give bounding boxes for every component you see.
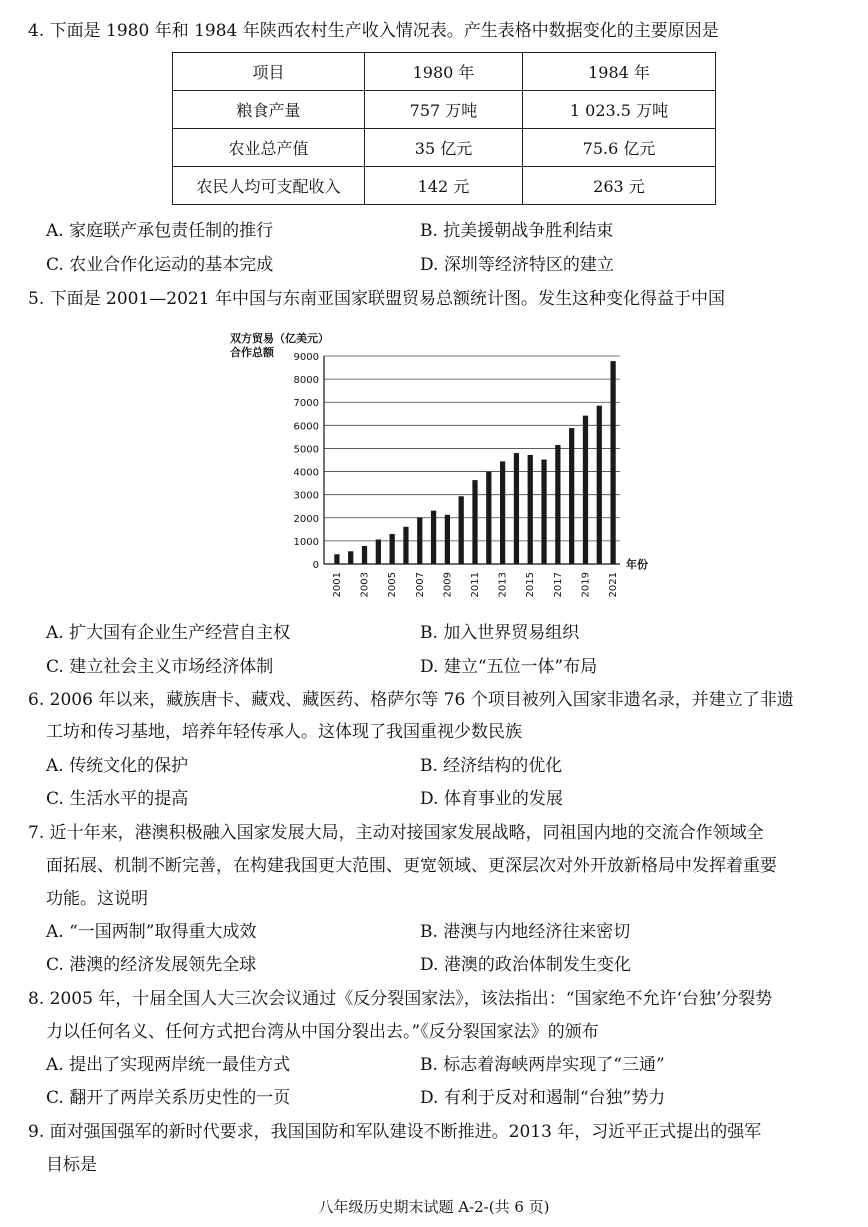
- q8-option-a[interactable]: A. 提出了实现两岸统一最佳方式: [46, 1055, 291, 1075]
- table-cell: 农业总产值: [173, 129, 365, 167]
- x-tick-label: 2013: [497, 572, 509, 598]
- x-tick-label: 2005: [387, 572, 399, 598]
- y-tick-label: 3000: [293, 490, 319, 502]
- q7-option-d[interactable]: D. 港澳的政治体制发生变化: [420, 955, 631, 975]
- bar-2018: [569, 428, 574, 564]
- x-tick-label: 2011: [470, 572, 481, 598]
- bar-2003: [362, 546, 367, 564]
- bar-2013: [500, 461, 505, 564]
- bar-2004: [376, 540, 381, 564]
- table-cell: 1 023.5 万吨: [523, 91, 716, 129]
- x-tick-label: 2001: [331, 572, 343, 598]
- trade-bar-chart: [228, 330, 668, 610]
- bar-2021: [610, 361, 615, 564]
- bar-2001: [334, 554, 339, 564]
- bar-2012: [486, 472, 491, 564]
- bar-2002: [348, 551, 353, 564]
- y-tick-label: 8000: [293, 375, 319, 387]
- bar-2020: [597, 406, 602, 564]
- y-tick-label: 0: [312, 560, 319, 571]
- q7-line-2: 面拓展、机制不断完善，在构建我国更大范围、更宽领域、更深层次对外开放新格局中发挥着重要: [46, 856, 777, 876]
- q7-line-3: 功能。这说明: [46, 889, 148, 909]
- q8-line-2: 力以任何名义、任何方式把台湾从中国分裂出去。”《反分裂国家法》的颁布: [46, 1022, 599, 1042]
- bar-2016: [541, 460, 546, 564]
- y-axis-title-line1: 双方贸易（亿美元）: [230, 332, 329, 345]
- bar-2019: [583, 416, 588, 564]
- q4-option-b[interactable]: B. 抗美援朝战争胜利结束: [420, 221, 614, 241]
- bar-2017: [555, 445, 560, 564]
- table-cell: 75.6 亿元: [523, 129, 716, 167]
- q8-option-b[interactable]: B. 标志着海峡两岸实现了“三通”: [420, 1055, 665, 1075]
- q6-option-a[interactable]: A. 传统文化的保护: [46, 756, 189, 776]
- q4-table: [172, 52, 716, 205]
- table-cell: 757 万吨: [365, 91, 523, 129]
- q9-line-1: 9. 面对强国强军的新时代要求，我国国防和军队建设不断推进。2013 年，习近平正式提出的强军: [28, 1122, 762, 1142]
- table-header-cell: 1984 年: [523, 53, 716, 91]
- bar-2008: [431, 511, 436, 564]
- q7-option-c[interactable]: C. 港澳的经济发展领先全球: [46, 955, 257, 975]
- table-cell: 粮食产量: [173, 91, 365, 129]
- table-cell: 263 元: [523, 167, 716, 205]
- table-row: [173, 129, 716, 167]
- q8-line-1: 8. 2005 年，十届全国人大三次会议通过《反分裂国家法》，该法指出：“国家绝不允许‘台独’分裂势: [28, 989, 773, 1009]
- table-cell: 农民人均可支配收入: [173, 167, 365, 205]
- y-tick-label: 9000: [293, 352, 319, 363]
- q7-option-b[interactable]: B. 港澳与内地经济往来密切: [420, 922, 631, 942]
- q4-option-c[interactable]: C. 农业合作化运动的基本完成: [46, 255, 274, 275]
- x-tick-label: 2019: [580, 572, 592, 598]
- y-tick-label: 1000: [293, 536, 319, 548]
- q8-option-c[interactable]: C. 翻开了两岸关系历史性的一页: [46, 1088, 291, 1108]
- x-tick-label: 2017: [552, 572, 564, 598]
- y-tick-label: 2000: [293, 513, 319, 525]
- y-tick-label: 5000: [293, 444, 319, 456]
- q5-option-d[interactable]: D. 建立“五位一体”布局: [420, 657, 598, 677]
- table-header-cell: 项目: [173, 53, 365, 91]
- q5-option-a[interactable]: A. 扩大国有企业生产经营自主权: [46, 623, 291, 643]
- bar-2006: [403, 527, 408, 564]
- q8-option-d[interactable]: D. 有利于反对和遏制“台独”势力: [420, 1088, 666, 1108]
- y-tick-label: 6000: [293, 421, 319, 433]
- x-tick-label: 2007: [414, 572, 426, 598]
- q5-stem: 5. 下面是 2001—2021 年中国与东南亚国家联盟贸易总额统计图。发生这种变化得益于中国: [28, 289, 725, 309]
- y-tick-label: 4000: [293, 467, 319, 479]
- q7-option-a[interactable]: A. “一国两制”取得重大成效: [46, 922, 257, 942]
- q6-option-c[interactable]: C. 生活水平的提高: [46, 789, 189, 809]
- table-row: [173, 91, 716, 129]
- x-tick-label: 2021: [608, 572, 620, 598]
- q4-option-d[interactable]: D. 深圳等经济特区的建立: [420, 255, 614, 275]
- q5-option-c[interactable]: C. 建立社会主义市场经济体制: [46, 657, 274, 677]
- x-tick-label: 2003: [359, 572, 371, 598]
- bar-2005: [390, 534, 395, 564]
- y-axis-title-line2: 合作总额: [230, 346, 274, 359]
- table-cell: 35 亿元: [365, 129, 523, 167]
- bar-2007: [417, 517, 422, 564]
- q6-line-1: 6. 2006 年以来，藏族唐卡、藏戏、藏医药、格萨尔等 76 个项目被列入国家非遗名录，并建立了非遗: [28, 690, 794, 710]
- bar-2009: [445, 515, 450, 564]
- x-tick-label: 2015: [525, 572, 537, 598]
- q6-option-b[interactable]: B. 经济结构的优化: [420, 756, 563, 776]
- table-header-cell: 1980 年: [365, 53, 523, 91]
- bar-2011: [472, 480, 477, 564]
- q4-stem: 4. 下面是 1980 年和 1984 年陕西农村生产收入情况表。产生表格中数据变化的主要原因是: [28, 21, 719, 41]
- q4-option-a[interactable]: A. 家庭联产承包责任制的推行: [46, 221, 274, 241]
- q5-option-b[interactable]: B. 加入世界贸易组织: [420, 623, 580, 643]
- q9-line-2: 目标是: [46, 1155, 97, 1175]
- y-tick-label: 7000: [293, 398, 319, 410]
- q6-line-2: 工坊和传习基地，培养年轻传承人。这体现了我国重视少数民族: [46, 722, 522, 742]
- x-tick-label: 2009: [442, 572, 454, 598]
- page-footer: 八年级历史期末试题 A-2-(共 6 页): [318, 1198, 550, 1216]
- table-cell: 142 元: [365, 167, 523, 205]
- table-row: [173, 167, 716, 205]
- bar-2010: [459, 496, 464, 564]
- q6-option-d[interactable]: D. 体育事业的发展: [420, 789, 563, 809]
- x-axis-title: 年份: [626, 558, 648, 571]
- q7-line-1: 7. 近十年来，港澳积极融入国家发展大局，主动对接国家发展战略，同祖国内地的交流合作领域全: [28, 823, 764, 843]
- table-header-row: [173, 53, 716, 91]
- bar-2015: [528, 455, 533, 564]
- bar-2014: [514, 453, 519, 564]
